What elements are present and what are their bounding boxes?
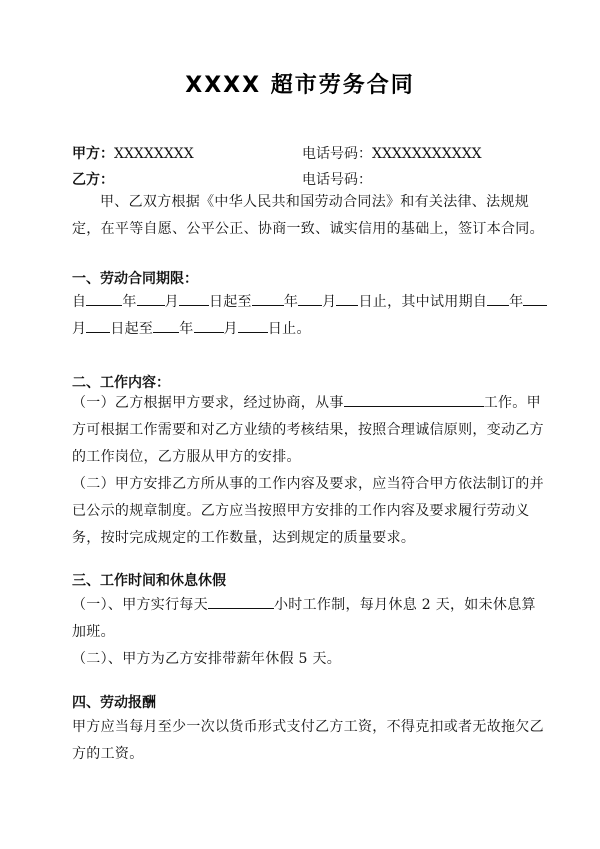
party-b-label: 乙方： (72, 172, 114, 188)
term-text: 年 (509, 294, 524, 310)
blank-probation-end-day[interactable] (238, 318, 268, 333)
section3-heading: 三、工作时间和休息休假 (72, 573, 226, 589)
work-content-text: 工作。甲方可根据工作需要和对乙方业绩的考核结果，按照合理诚信原则，变动乙方的工作岗位，乙方服从甲方的安排。 (72, 395, 544, 465)
party-a-row (72, 143, 552, 165)
term-text: 日止。 (267, 321, 311, 337)
work-hours-text: （一）、甲方实行每天 (72, 597, 208, 613)
party-a-label: 甲方： (72, 146, 114, 162)
intro-paragraph: 甲、乙双方根据《中华人民共和国劳动合同法》和有关法律、法规规定，在平等自愿、公平公正、协商一致、诚实信用的基础上，签订本合同。 (72, 194, 544, 237)
party-b-phone-label: 电话号码： (302, 172, 372, 188)
work-content-text: （一）乙方根据甲方要求，经过协商，从事 (72, 395, 344, 411)
term-text: 月 (72, 321, 87, 337)
blank-end-day[interactable] (336, 291, 358, 306)
party-a-phone-label: 电话号码： (302, 146, 372, 162)
term-text: 月 (322, 294, 337, 310)
blank-probation-end-year[interactable] (153, 318, 179, 333)
term-text: 月 (223, 321, 238, 337)
blank-daily-hours[interactable] (208, 594, 274, 609)
blank-probation-start-year[interactable] (487, 291, 509, 306)
term-text: 日起至 (110, 321, 154, 337)
blank-start-year[interactable] (86, 291, 122, 306)
blank-end-month[interactable] (298, 291, 322, 306)
term-text: 日止，其中试用期自 (358, 294, 488, 310)
work-hours-text: 小时工作制，每月休息 2 天，如未休息算加班。 (72, 597, 536, 640)
term-text: 年 (283, 294, 299, 310)
blank-end-year[interactable] (252, 291, 284, 306)
blank-job-title[interactable] (344, 392, 484, 407)
term-text: 年 (122, 294, 137, 310)
blank-probation-start-day[interactable] (86, 318, 110, 333)
contract-title: XXXX 超市劳务合同 (185, 73, 415, 98)
term-text: 自 (72, 294, 87, 310)
section1-heading: 一、劳动合同期限： (72, 271, 198, 287)
work-content-paragraph-1 (72, 390, 550, 471)
blank-start-day[interactable] (179, 291, 209, 306)
section4-heading: 四、劳动报酬 (72, 695, 156, 711)
term-text: 年 (179, 321, 194, 337)
term-text: 月 (164, 294, 179, 310)
party-a-phone-value: XXXXXXXXXXX (372, 146, 482, 162)
work-hours-paragraph-1 (72, 592, 550, 646)
section2-heading: 二、工作内容： (72, 375, 170, 391)
term-paragraph (72, 289, 550, 343)
party-a-value: XXXXXXXX (114, 146, 194, 162)
term-text: 日起至 (208, 294, 252, 310)
party-b-row (72, 169, 552, 191)
work-hours-paragraph-2: （二）、甲方为乙方安排带薪年休假 5 天。 (72, 651, 342, 667)
blank-probation-end-month[interactable] (194, 318, 224, 333)
work-content-paragraph-2: （二）甲方安排乙方所从事的工作内容及要求，应当符合甲方依法制订的并已公示的规章制度。乙方应当按照甲方安排的工作内容及要求履行劳动义务，按时完成规定的工作数量，达到规定的质量要求。 (72, 476, 544, 546)
payment-paragraph: 甲方应当每月至少一次以货币形式支付乙方工资，不得克扣或者无故拖欠乙方的工资。 (72, 719, 544, 762)
blank-start-month[interactable] (137, 291, 165, 306)
blank-probation-start-month[interactable] (523, 291, 547, 306)
